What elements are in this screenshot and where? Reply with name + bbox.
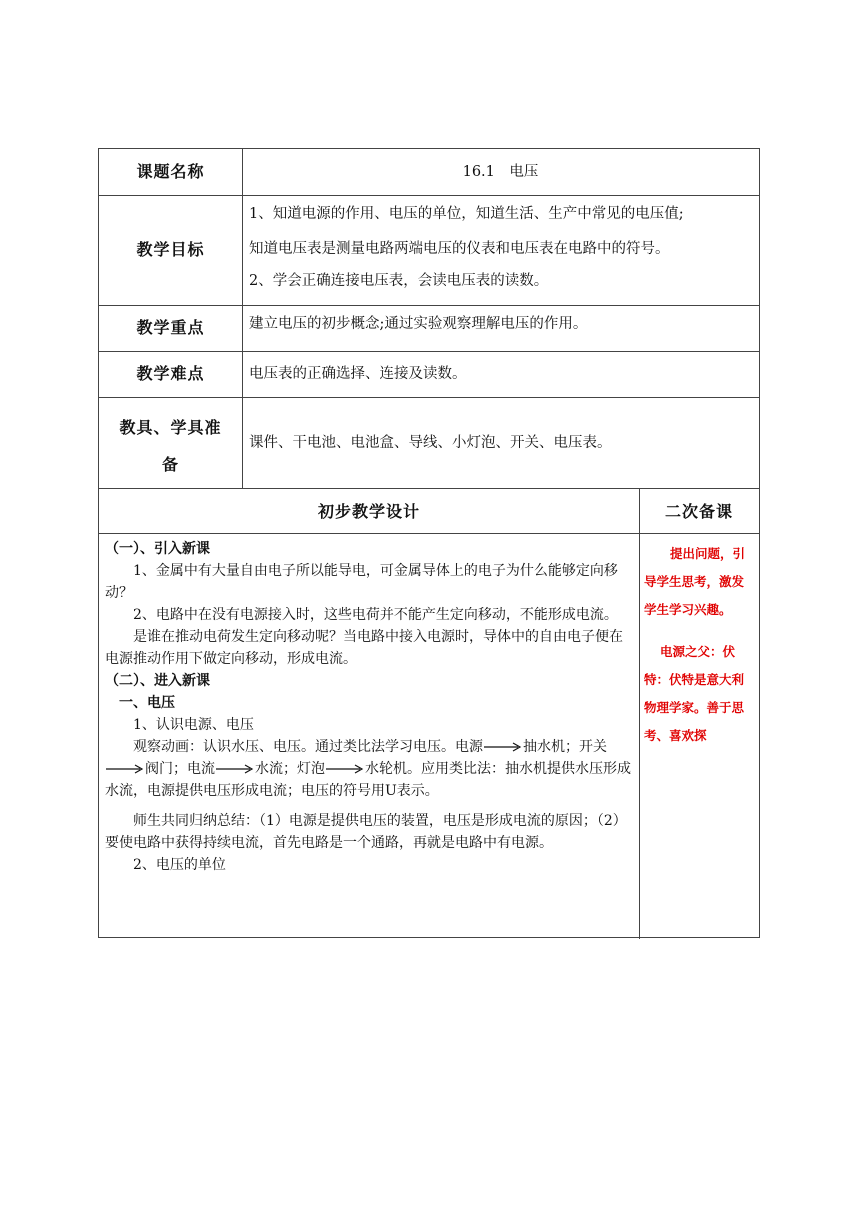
objectives-line: 2、学会正确连接电压表，会读电压表的读数。 <box>249 273 549 289</box>
subsection-title: 一、电压 <box>119 695 175 711</box>
col-divider <box>639 488 640 939</box>
objectives-label: 教学目标 <box>136 240 205 259</box>
text-span: 水流；灯泡 <box>255 761 325 777</box>
course-name-value: 16.1 电压 <box>462 164 539 180</box>
course-name-label: 课题名称 <box>136 162 205 181</box>
text-span: 水轮机。应用类比法：抽水机提供水压形成水流，电源提供电压形成电流；电压的符号用U表示。 <box>105 761 631 799</box>
tools-label-line: 教具、学具准 <box>119 417 222 437</box>
tools-label <box>99 397 242 488</box>
second-prep-header: 二次备课 <box>664 502 733 521</box>
objectives-line: 知道电压表是测量电路两端电压的仪表和电压表在电路中的符号。 <box>249 241 670 257</box>
arrow-right-icon <box>106 764 144 774</box>
key-points-value: 建立电压的初步概念;通过实验观察理解电压的作用。 <box>249 316 588 332</box>
tools-label-line: 备 <box>161 454 179 474</box>
difficulties-label: 教学难点 <box>136 364 205 383</box>
objectives-line: 1、知道电源的作用、电压的单位，知道生活、生产中常见的电压值; <box>249 206 684 222</box>
paragraph: 师生共同归纳总结：（1）电源是提供电压的装置，电压是形成电流的原因；（2）要使电路中获得持续电流，首先电路是一个通路，再就是电路中有电源。 <box>105 813 627 851</box>
paragraph: 1、金属中有大量自由电子所以能导电，可金属导体上的电子为什么能够定向移动？ <box>105 563 618 601</box>
analogy-paragraph <box>105 736 635 802</box>
objectives-value <box>249 199 749 296</box>
tools-value: 课件、干电池、电池盒、导线、小灯泡、开关、电压表。 <box>249 435 612 451</box>
arrow-right-icon <box>484 742 522 752</box>
col-divider <box>242 149 243 488</box>
side-note: 提出问题，引导学生思考，激发学生学习兴趣。 <box>644 546 746 617</box>
section-title: （一）、引入新课 <box>105 541 210 557</box>
paragraph: 是谁在推动电荷发生定向移动呢？当电路中接入电源时，导体中的自由电子便在电源推动作用下做定向移动，形成电流。 <box>105 629 623 667</box>
section-title: （二）、进入新课 <box>105 673 210 689</box>
text-span: 抽水机；开关 <box>523 739 607 755</box>
text-span: 观察动画：认识水压、电压。通过类比法学习电压。电源 <box>133 739 483 755</box>
second-prep-notes <box>644 540 754 750</box>
text-span: 阀门；电流 <box>145 761 215 777</box>
lesson-plan-table <box>98 148 760 938</box>
arrow-right-icon <box>216 764 254 774</box>
difficulties-value: 电压表的正确选择、连接及读数。 <box>249 366 467 382</box>
item-heading: 1、认识电源、电压 <box>133 717 254 733</box>
design-header: 初步教学设计 <box>317 502 420 521</box>
item-heading: 2、电压的单位 <box>133 857 226 873</box>
side-note: 电源之父：伏特：伏特是意大利物理学家。善于思考、喜欢探 <box>644 644 745 743</box>
row-divider <box>99 533 759 534</box>
paragraph: 2、电路中在没有电源接入时，这些电荷并不能产生定向移动，不能形成电流。 <box>133 607 618 623</box>
key-points-label: 教学重点 <box>136 318 205 337</box>
arrow-right-icon <box>326 764 364 774</box>
design-content <box>105 538 635 876</box>
